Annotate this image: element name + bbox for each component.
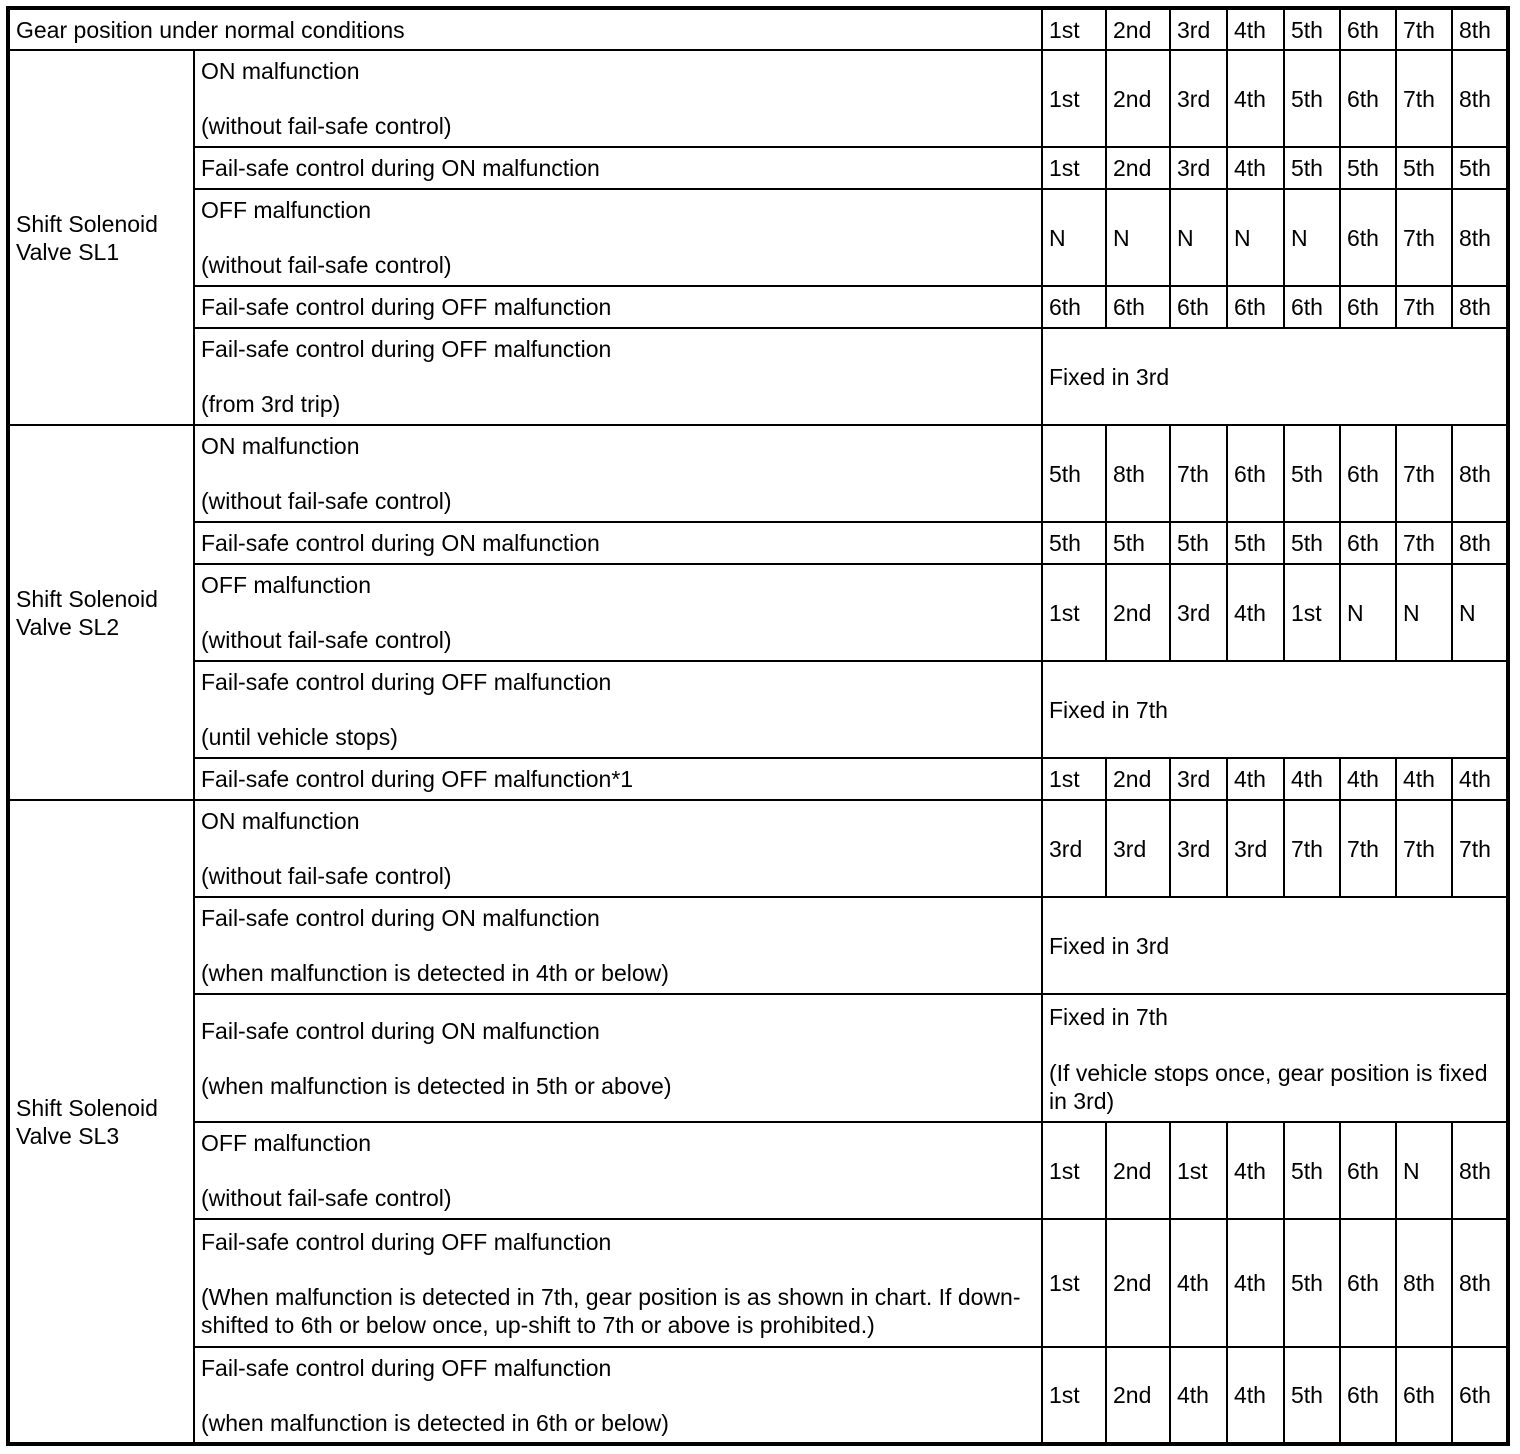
gear-cell: 1st [1042, 1219, 1106, 1347]
header-gear-cell: 1st [1042, 8, 1106, 50]
header-gear-cell: 2nd [1106, 8, 1170, 50]
gear-cell: 6th [1340, 1122, 1396, 1219]
condition-text: ON malfunction [201, 433, 360, 459]
gear-cell: 1st [1284, 564, 1340, 661]
condition-cell [194, 286, 1042, 328]
gear-cell: 3rd [1170, 50, 1227, 147]
fixed-gear-text: Fixed in 7th [1049, 1004, 1168, 1030]
gear-cell: 6th [1227, 286, 1284, 328]
gear-cell: N [1284, 189, 1340, 286]
gear-cell: 6th [1340, 1347, 1396, 1444]
condition-cell [194, 189, 1042, 286]
gear-cell: N [1396, 1122, 1452, 1219]
gear-cell: 5th [1284, 1122, 1340, 1219]
table-row [8, 758, 1508, 800]
valve-name-line: Shift Solenoid [16, 585, 158, 612]
gear-cell: 3rd [1106, 800, 1170, 897]
valve-name-line: Valve SL3 [16, 1122, 120, 1149]
gear-cell: 6th [1452, 1347, 1508, 1444]
header-gear-cell: 4th [1227, 8, 1284, 50]
gear-cell: 6th [1340, 522, 1396, 564]
gear-cell: 8th [1452, 286, 1508, 328]
valve-name-cell [8, 425, 194, 800]
condition-note: (without fail-safe control) [201, 488, 452, 514]
gear-cell: 2nd [1106, 147, 1170, 189]
gear-cell: 8th [1452, 1219, 1508, 1347]
gear-cell: 4th [1452, 758, 1508, 800]
condition-note: (without fail-safe control) [201, 863, 452, 889]
condition-note: (without fail-safe control) [201, 113, 452, 139]
condition-text: ON malfunction [201, 808, 360, 834]
gear-cell: 4th [1227, 50, 1284, 147]
gear-cell: 1st [1042, 147, 1106, 189]
valve-name-line: Shift Solenoid [16, 1094, 158, 1121]
condition-cell [194, 147, 1042, 189]
condition-cell [194, 897, 1042, 994]
condition-cell [194, 758, 1042, 800]
gear-cell: 7th [1396, 189, 1452, 286]
gear-cell: 4th [1170, 1219, 1227, 1347]
condition-note: (when malfunction is detected in 6th or below) [201, 1409, 669, 1436]
condition-note: (until vehicle stops) [201, 724, 398, 750]
fixed-gear-text: Fixed in 3rd [1049, 363, 1170, 390]
condition-text: Fail-safe control during OFF malfunction [201, 294, 612, 320]
gear-cell: 6th [1170, 286, 1227, 328]
gear-cell: 4th [1396, 758, 1452, 800]
gear-cell: 7th [1284, 800, 1340, 897]
gear-cell: 1st [1042, 1122, 1106, 1219]
gear-cell: N [1452, 564, 1508, 661]
gear-cell: 1st [1042, 50, 1106, 147]
gear-cell: 4th [1227, 564, 1284, 661]
gear-cell: 8th [1452, 425, 1508, 522]
gear-cell: 2nd [1106, 1122, 1170, 1219]
gear-cell: 3rd [1170, 800, 1227, 897]
gear-cell: N [1106, 189, 1170, 286]
condition-cell [194, 661, 1042, 758]
gear-cell: 8th [1452, 1122, 1508, 1219]
table-row [8, 189, 1508, 286]
condition-cell [194, 1347, 1042, 1444]
gear-cell: 1st [1042, 564, 1106, 661]
gear-cell: 6th [1340, 189, 1396, 286]
table-row [8, 425, 1508, 522]
table-row [8, 522, 1508, 564]
gear-cell: N [1227, 189, 1284, 286]
valve-name-line: Valve SL2 [16, 613, 120, 640]
gear-position-table [6, 6, 1510, 1446]
gear-cell: 4th [1340, 758, 1396, 800]
gear-cell: 2nd [1106, 50, 1170, 147]
gear-cell: 5th [1284, 522, 1340, 564]
table-row [8, 994, 1508, 1122]
condition-text: Fail-safe control during OFF malfunction*1 [201, 766, 634, 792]
gear-cell: 7th [1452, 800, 1508, 897]
gear-cell: 5th [1340, 147, 1396, 189]
gear-cell: 3rd [1227, 800, 1284, 897]
condition-note: (without fail-safe control) [201, 1185, 452, 1211]
table-row [8, 564, 1508, 661]
gear-cell: 1st [1042, 1347, 1106, 1444]
fixed-gear-text: Fixed in 7th [1049, 696, 1168, 723]
gear-cell: 6th [1340, 425, 1396, 522]
condition-text: OFF malfunction [201, 197, 371, 223]
condition-cell [194, 328, 1042, 425]
gear-cell: 6th [1340, 286, 1396, 328]
fixed-gear-cell [1042, 994, 1508, 1122]
header-gear-cell: 8th [1452, 8, 1508, 50]
table-row [8, 661, 1508, 758]
gear-cell: 3rd [1170, 147, 1227, 189]
table-body [8, 8, 1508, 1444]
gear-cell: 5th [1227, 522, 1284, 564]
gear-cell: 5th [1042, 522, 1106, 564]
gear-cell: 3rd [1170, 564, 1227, 661]
header-row [8, 8, 1508, 50]
gear-cell: 4th [1227, 1347, 1284, 1444]
condition-cell [194, 994, 1042, 1122]
gear-cell: 4th [1284, 758, 1340, 800]
gear-cell: 5th [1284, 425, 1340, 522]
gear-cell: 4th [1170, 1347, 1227, 1444]
gear-cell: N [1340, 564, 1396, 661]
condition-text: OFF malfunction [201, 572, 371, 598]
gear-cell: 5th [1396, 147, 1452, 189]
gear-cell: 6th [1340, 50, 1396, 147]
gear-cell: 4th [1227, 758, 1284, 800]
gear-cell: 8th [1452, 189, 1508, 286]
gear-cell: 3rd [1042, 800, 1106, 897]
gear-cell: 8th [1452, 50, 1508, 147]
gear-cell: 6th [1227, 425, 1284, 522]
condition-text: ON malfunction [201, 58, 360, 84]
gear-cell: 6th [1042, 286, 1106, 328]
gear-cell: 5th [1170, 522, 1227, 564]
valve-name-cell [8, 800, 194, 1444]
fixed-gear-cell [1042, 661, 1508, 758]
gear-cell: 5th [1106, 522, 1170, 564]
valve-name-line: Valve SL1 [16, 238, 120, 265]
table-row [8, 1347, 1508, 1444]
gear-cell: 8th [1106, 425, 1170, 522]
condition-text: OFF malfunction [201, 1130, 371, 1156]
gear-cell: 6th [1284, 286, 1340, 328]
condition-note: (from 3rd trip) [201, 391, 341, 417]
condition-cell [194, 800, 1042, 897]
table-row [8, 286, 1508, 328]
gear-cell: 3rd [1170, 758, 1227, 800]
condition-note: (when malfunction is detected in 4th or below) [201, 960, 669, 986]
condition-text: Fail-safe control during ON malfunction [201, 905, 600, 931]
gear-cell: 6th [1106, 286, 1170, 328]
gear-cell: 5th [1284, 147, 1340, 189]
gear-cell: 2nd [1106, 564, 1170, 661]
condition-note: (When malfunction is detected in 7th, gear position is as shown in chart. If down-shifted to 6th or below once, up-shift to 7th or above is prohibited.) [201, 1283, 1021, 1338]
gear-cell: 7th [1170, 425, 1227, 522]
gear-cell: 7th [1396, 425, 1452, 522]
fixed-gear-text: Fixed in 3rd [1049, 932, 1170, 959]
gear-cell: 8th [1452, 522, 1508, 564]
gear-cell: 4th [1227, 147, 1284, 189]
condition-text: Fail-safe control during OFF malfunction [201, 336, 612, 362]
condition-cell [194, 522, 1042, 564]
gear-cell: 1st [1170, 1122, 1227, 1219]
gear-cell: 7th [1396, 50, 1452, 147]
gear-cell: 1st [1042, 758, 1106, 800]
condition-text: Fail-safe control during OFF malfunction [201, 669, 612, 695]
condition-text: Fail-safe control during OFF malfunction [201, 1354, 612, 1381]
condition-cell [194, 1122, 1042, 1219]
condition-cell [194, 425, 1042, 522]
valve-name-line: Shift Solenoid [16, 210, 158, 237]
gear-cell: 7th [1396, 286, 1452, 328]
fixed-gear-note: (If vehicle stops once, gear position is fixed in 3rd) [1049, 1060, 1488, 1114]
gear-cell: 4th [1227, 1122, 1284, 1219]
table-row [8, 1122, 1508, 1219]
gear-cell: 6th [1340, 1219, 1396, 1347]
gear-cell: 5th [1042, 425, 1106, 522]
header-label: Gear position under normal conditions [8, 8, 1042, 50]
gear-cell: N [1170, 189, 1227, 286]
gear-cell: 7th [1396, 800, 1452, 897]
condition-text: Fail-safe control during ON malfunction [201, 1017, 600, 1044]
condition-cell [194, 1219, 1042, 1347]
gear-cell: 6th [1396, 1347, 1452, 1444]
fixed-gear-cell [1042, 328, 1508, 425]
table-row [8, 1219, 1508, 1347]
condition-note: (without fail-safe control) [201, 252, 452, 278]
gear-cell: 2nd [1106, 1219, 1170, 1347]
header-gear-cell: 3rd [1170, 8, 1227, 50]
table-row [8, 147, 1508, 189]
condition-text: Fail-safe control during OFF malfunction [201, 1228, 612, 1255]
gear-cell: 5th [1284, 1347, 1340, 1444]
condition-cell [194, 50, 1042, 147]
header-gear-cell: 7th [1396, 8, 1452, 50]
table-row [8, 897, 1508, 994]
header-gear-cell: 6th [1340, 8, 1396, 50]
condition-note: (without fail-safe control) [201, 627, 452, 653]
gear-cell: 4th [1227, 1219, 1284, 1347]
table-row [8, 50, 1508, 147]
condition-cell [194, 564, 1042, 661]
gear-cell: 2nd [1106, 1347, 1170, 1444]
fixed-gear-cell [1042, 897, 1508, 994]
gear-cell: 2nd [1106, 758, 1170, 800]
valve-name-cell [8, 50, 194, 425]
condition-text: Fail-safe control during ON malfunction [201, 530, 600, 556]
gear-cell: N [1396, 564, 1452, 661]
table-row [8, 800, 1508, 897]
condition-note: (when malfunction is detected in 5th or above) [201, 1072, 672, 1099]
condition-text: Fail-safe control during ON malfunction [201, 155, 600, 181]
gear-cell: N [1042, 189, 1106, 286]
gear-cell: 5th [1284, 1219, 1340, 1347]
gear-cell: 8th [1396, 1219, 1452, 1347]
gear-cell: 5th [1452, 147, 1508, 189]
gear-cell: 5th [1284, 50, 1340, 147]
gear-cell: 7th [1340, 800, 1396, 897]
table-row [8, 328, 1508, 425]
gear-cell: 7th [1396, 522, 1452, 564]
header-gear-cell: 5th [1284, 8, 1340, 50]
